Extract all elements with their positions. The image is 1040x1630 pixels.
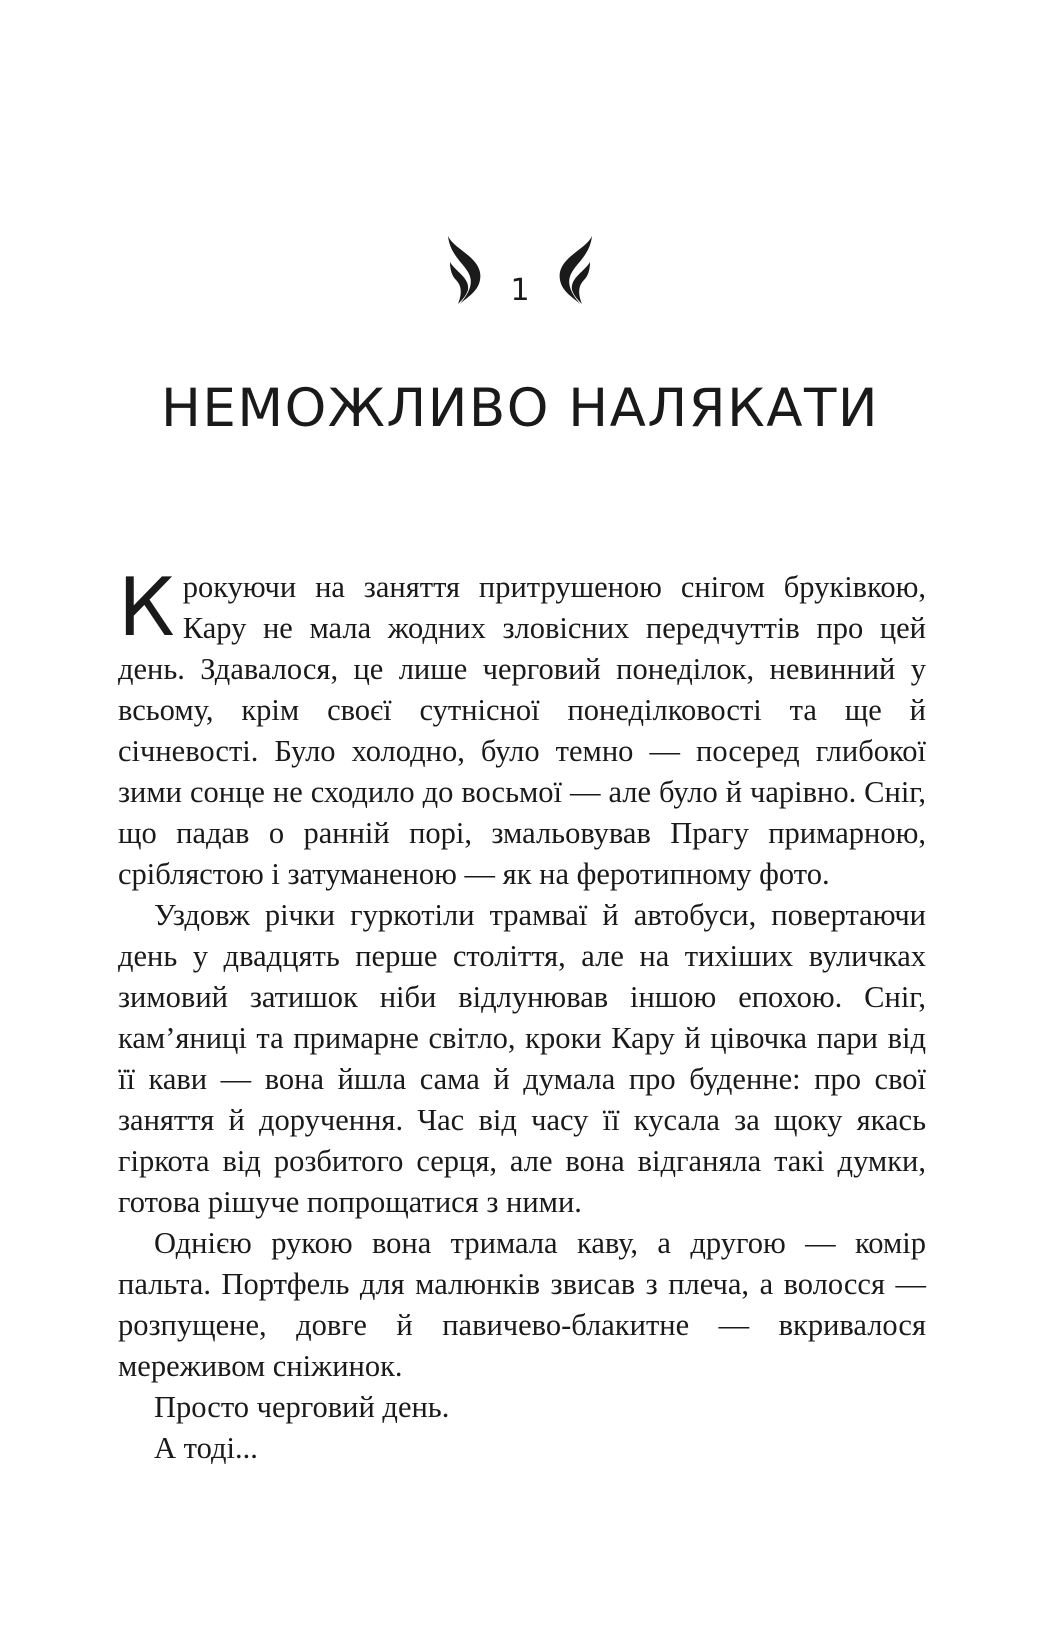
paragraph-text: рокуючи на заняття притрушеною снігом бруківкою, Кару не мала жодних зловісних передчуттів про цей день. Здавалося, це лише черговий понеділок, невинний у всьому, крім своєї сутнісної понеділковості та ще й січневості. Було холодно, було темно — посеред глибокої зими сонце не сходило до восьмої — але було й чарівно. Сніг, що падав о ранній порі, змальовував Прагу примарною, сріблястою і затуманеною — як на феротипному фото.: [118, 570, 926, 891]
paragraph: Просто черговий день.: [154, 1390, 450, 1424]
drop-cap: К: [118, 561, 175, 654]
paragraph: А тоді...: [154, 1431, 258, 1465]
flourish-left-icon: [444, 232, 488, 308]
chapter-title: НЕМОЖЛИВО НАЛЯКАТИ: [161, 378, 879, 439]
paragraph: Однією рукою вона тримала каву, а другою — комір пальта. Портфель для малюнків звисав з плеча, а волосся — розпущене, довге й павичево-блакитне — вкривалося мереживом сніжинок.: [118, 1226, 926, 1383]
chapter-body: [118, 561, 926, 1469]
paragraph: [118, 561, 926, 895]
paragraph: Уздовж річки гуркотіли трамваї й автобуси, повертаючи день у двадцять перше століття, але на тихіших вуличках зимовий затишок ніби відлунював іншою епохою. Сніг, кам’яниці та примарне світло, кроки Кару й цівочка пари від її кави — вона йшла сама й думала про буденне: про свої заняття й доручення. Час від часу її кусала за щоку якась гіркота від розбитого серця, але вона відганяла такі думки, готова рішуче попрощатися з ними.: [118, 898, 926, 1219]
flourish-right-icon: [552, 232, 596, 308]
chapter-heading: [0, 232, 1040, 308]
chapter-number: 1: [510, 273, 530, 308]
